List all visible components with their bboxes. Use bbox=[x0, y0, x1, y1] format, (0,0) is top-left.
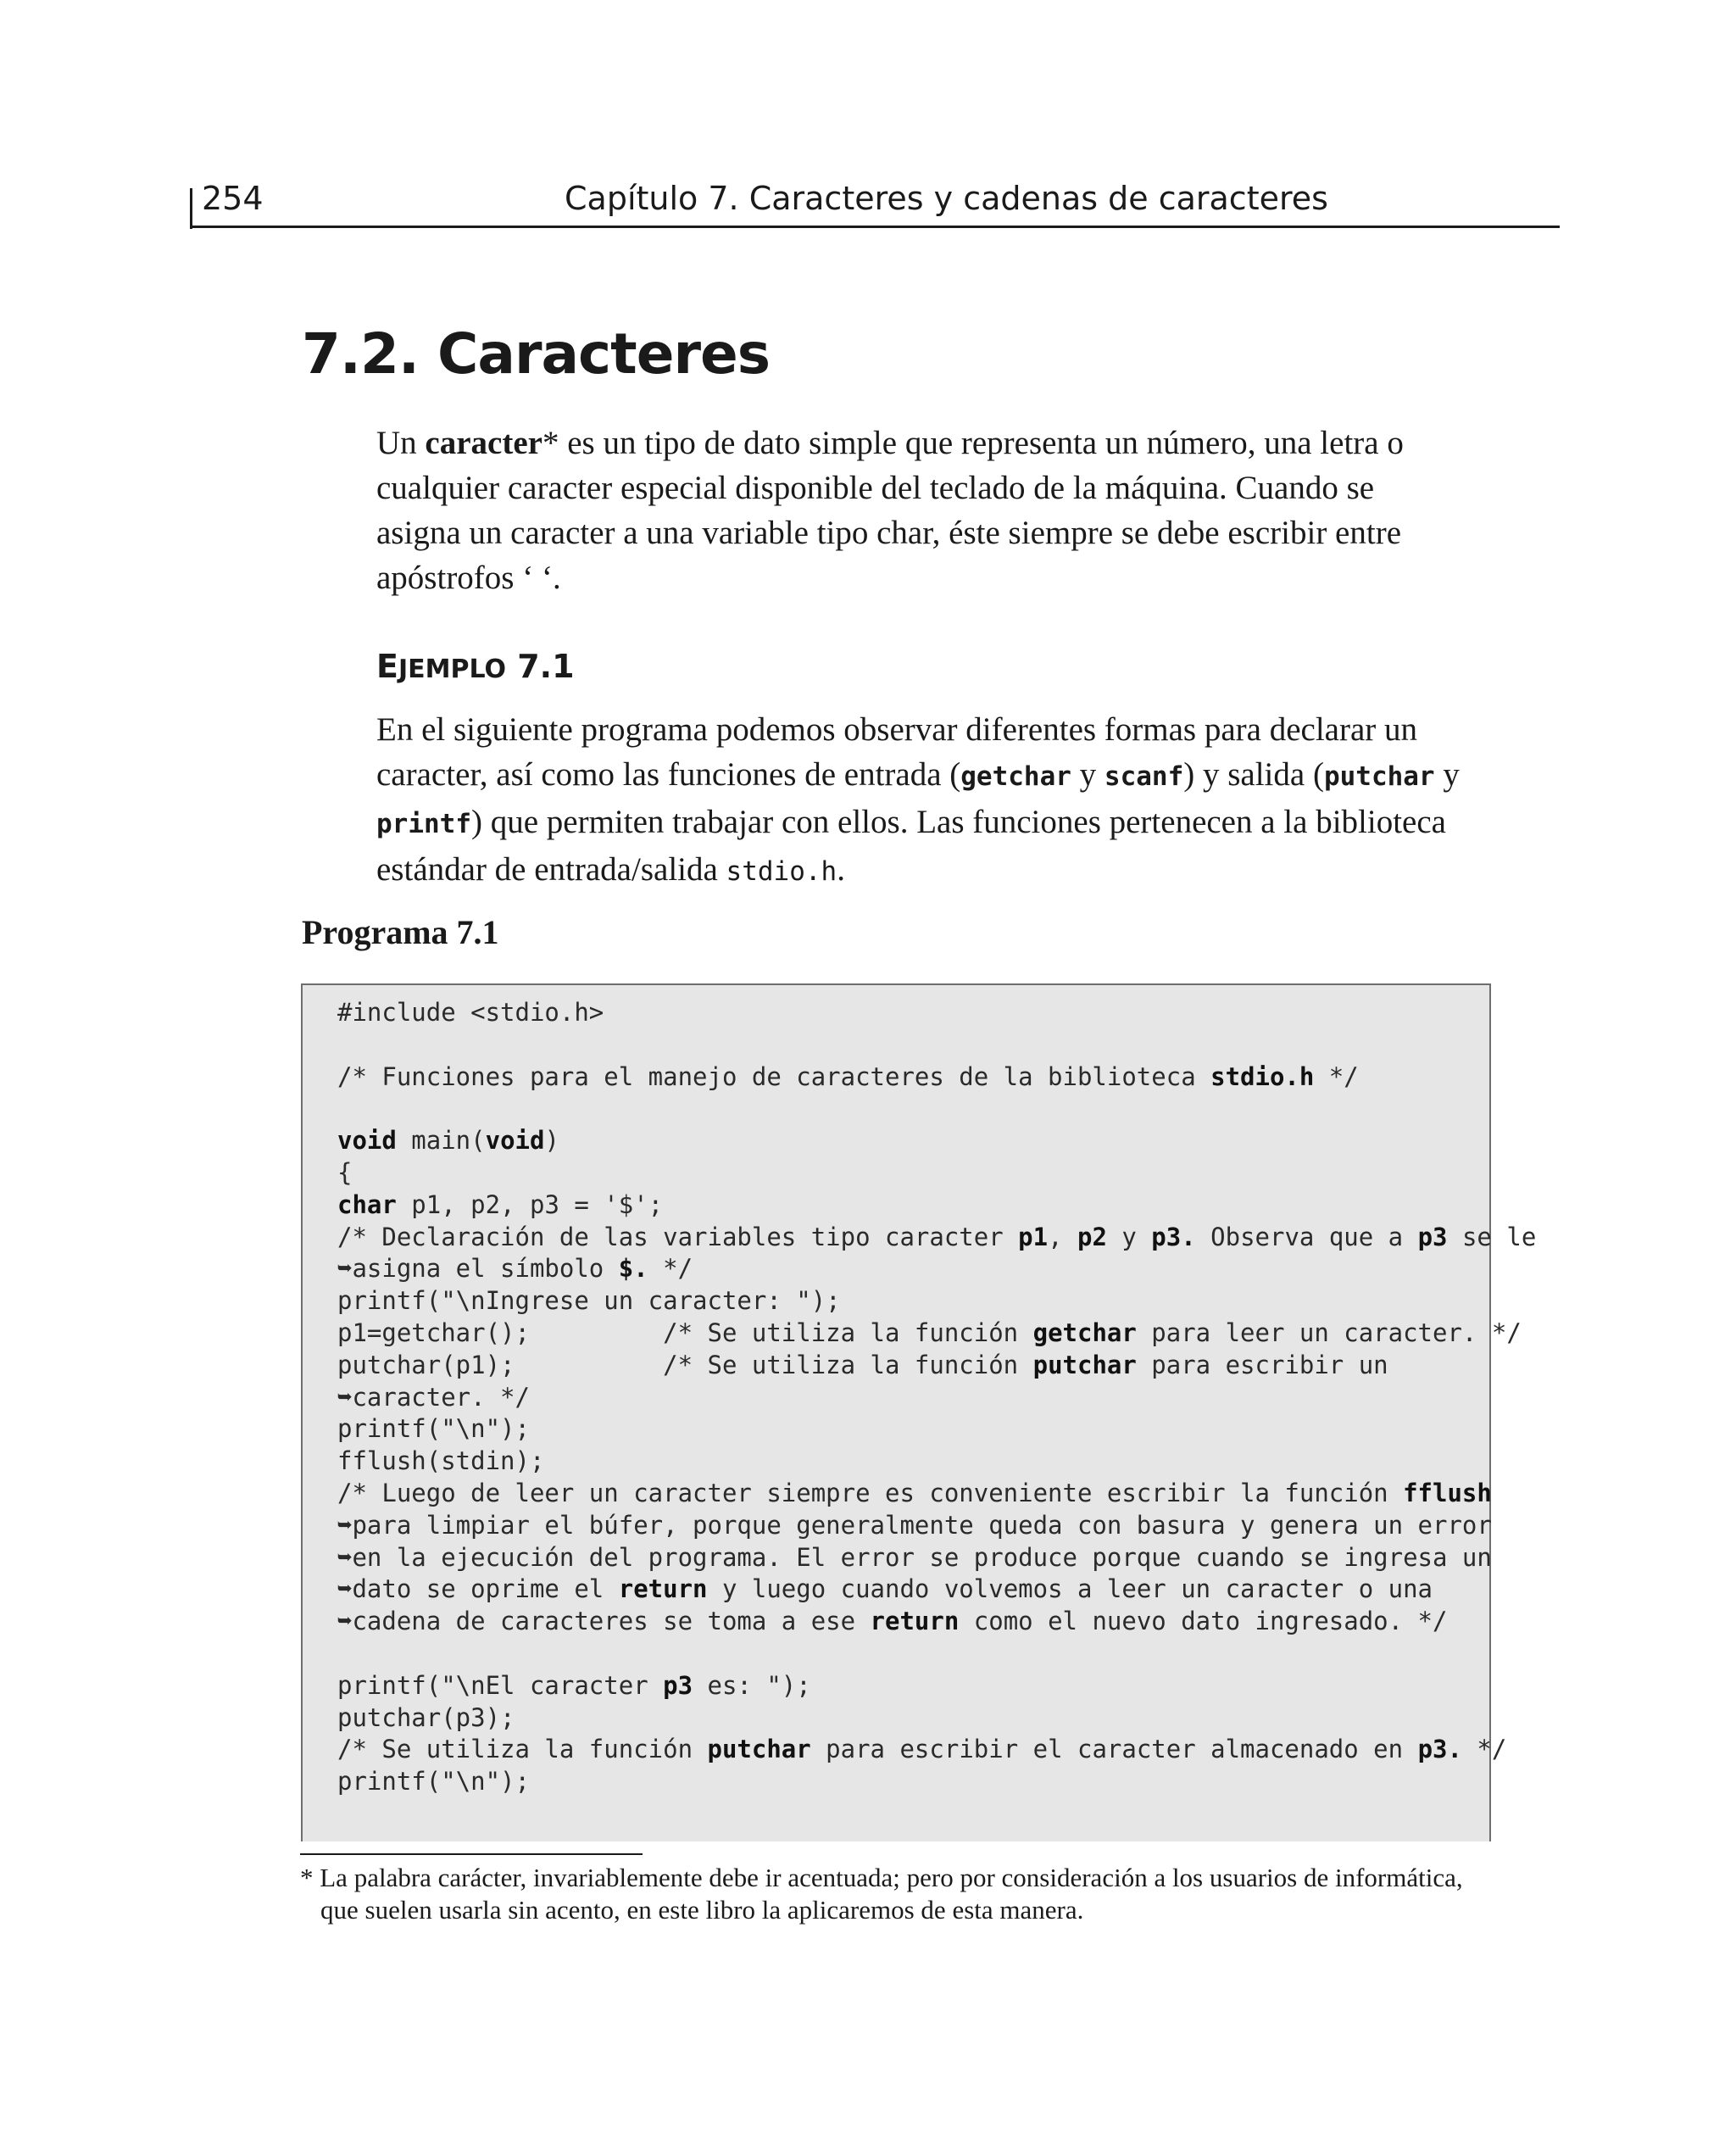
code-line bbox=[337, 1093, 1536, 1125]
code-stdio: stdio.h bbox=[726, 856, 837, 887]
code-line bbox=[337, 1574, 1536, 1606]
code-line bbox=[337, 1382, 1536, 1414]
code-text: para leer un caracter. */ bbox=[1136, 1318, 1522, 1347]
code-keyword: return bbox=[618, 1574, 708, 1604]
text-run: * es un tipo de dato simple que representa un número, una letra o bbox=[542, 425, 1404, 461]
code-line bbox=[337, 1542, 1536, 1574]
code-line bbox=[337, 1702, 1536, 1735]
code-text: /* Se utiliza la función bbox=[337, 1735, 708, 1764]
code-printf: printf bbox=[376, 809, 471, 839]
code-keyword: p3 bbox=[663, 1670, 693, 1700]
code-text: ) bbox=[544, 1126, 559, 1156]
code-keyword: p3. bbox=[1151, 1222, 1196, 1251]
text-run: caracter, así como las funciones de entrada ( bbox=[376, 756, 961, 793]
text-run: estándar de entrada/salida bbox=[376, 851, 726, 888]
code-line bbox=[337, 1670, 1536, 1702]
text-run: y bbox=[1434, 756, 1460, 793]
code-line bbox=[337, 1285, 1536, 1318]
code-putchar: putchar bbox=[1323, 761, 1435, 792]
code-text: */ bbox=[1461, 1735, 1507, 1764]
code-text: /* Luego de leer un caracter siempre es conveniente escribir la función bbox=[337, 1478, 1404, 1507]
text-line: asigna un caracter a una variable tipo char, éste siempre se debe escribir entre bbox=[376, 515, 1401, 551]
section-title: 7.2. Caracteres bbox=[302, 321, 771, 387]
code-keyword: p2 bbox=[1077, 1222, 1107, 1251]
code-keyword: fflush bbox=[1403, 1478, 1492, 1507]
code-text: ➥en la ejecución del programa. El error se produce porque cuando se ingresa un bbox=[337, 1542, 1492, 1572]
code-line bbox=[337, 1157, 1536, 1189]
text-run: . bbox=[837, 851, 845, 888]
code-text: putchar(p3); bbox=[337, 1702, 515, 1732]
code-text: como el nuevo dato ingresado. */ bbox=[959, 1607, 1448, 1636]
code-text: #include <stdio.h> bbox=[337, 998, 604, 1027]
code-keyword: void bbox=[485, 1126, 545, 1156]
code-text: printf("\nEl caracter bbox=[337, 1670, 664, 1700]
code-keyword: putchar bbox=[707, 1735, 811, 1764]
code-scanf: scanf bbox=[1104, 761, 1184, 792]
code-line bbox=[337, 1061, 1536, 1094]
code-text: printf("\n"); bbox=[337, 1767, 530, 1797]
code-line bbox=[337, 1446, 1536, 1478]
code-line bbox=[337, 1253, 1536, 1285]
heading-initial: E bbox=[376, 648, 398, 685]
code-line bbox=[337, 1029, 1536, 1061]
code-text: */ bbox=[1314, 1061, 1359, 1091]
example-heading bbox=[376, 648, 575, 688]
code-keyword: $. bbox=[618, 1254, 648, 1284]
text-line: cualquier caracter especial disponible del teclado de la máquina. Cuando se bbox=[376, 470, 1375, 506]
program-label: Programa 7.1 bbox=[302, 913, 499, 951]
code-line bbox=[337, 1189, 1536, 1222]
code-listing bbox=[337, 997, 1536, 1798]
code-line bbox=[337, 1413, 1536, 1446]
code-keyword: getchar bbox=[1032, 1318, 1137, 1347]
code-text: /* Funciones para el manejo de caracteres de la biblioteca bbox=[337, 1061, 1211, 1091]
text-line: En el siguiente programa podemos observar diferentes formas para declarar un bbox=[376, 711, 1418, 748]
code-text: , bbox=[1048, 1222, 1077, 1251]
code-line bbox=[337, 1318, 1536, 1350]
code-text: ➥para limpiar el búfer, porque generalmente queda con basura y genera un error bbox=[337, 1510, 1492, 1540]
code-text: */ bbox=[648, 1254, 693, 1284]
code-line bbox=[337, 1734, 1536, 1766]
footnote-line: * La palabra carácter, invariablemente debe ir acentuada; pero por consideración a los usuarios de informática, bbox=[300, 1863, 1463, 1892]
code-line bbox=[337, 1766, 1536, 1798]
code-text: fflush(stdin); bbox=[337, 1446, 545, 1476]
code-text: se le bbox=[1447, 1222, 1537, 1251]
example-paragraph bbox=[376, 707, 1495, 894]
text-run: ) que permiten trabajar con ellos. Las funciones pertenecen a la biblioteca bbox=[470, 804, 1446, 840]
code-text: y luego cuando volvemos a leer un caracter o una bbox=[707, 1574, 1433, 1604]
code-line bbox=[337, 1222, 1536, 1254]
code-keyword: return bbox=[870, 1607, 960, 1636]
footnote bbox=[300, 1862, 1487, 1926]
text-line: apóstrofos ‘ ‘. bbox=[376, 560, 561, 596]
code-keyword: stdio.h bbox=[1210, 1061, 1315, 1091]
term-caracter: caracter bbox=[425, 425, 542, 461]
code-keyword: putchar bbox=[1032, 1350, 1137, 1379]
code-text: main( bbox=[396, 1126, 486, 1156]
code-text: ➥caracter. */ bbox=[337, 1382, 530, 1412]
text-run: ) y salida ( bbox=[1183, 756, 1324, 793]
code-line bbox=[337, 1125, 1536, 1157]
code-line bbox=[337, 1606, 1536, 1638]
running-header: Capítulo 7. Caracteres y cadenas de caracteres bbox=[565, 180, 1328, 217]
code-keyword: p3 bbox=[1417, 1222, 1448, 1251]
header-rule bbox=[190, 226, 1560, 228]
code-keyword: char bbox=[337, 1189, 397, 1219]
header-rule-vertical bbox=[190, 188, 192, 229]
code-line bbox=[337, 1638, 1536, 1670]
code-text: es: "); bbox=[693, 1670, 811, 1700]
code-text: ➥dato se oprime el bbox=[337, 1574, 619, 1604]
code-line bbox=[337, 997, 1536, 1029]
page-number: 254 bbox=[202, 180, 264, 217]
code-line bbox=[337, 1478, 1536, 1510]
footnote-line: que suelen usarla sin acento, en este libro la aplicaremos de esta manera. bbox=[320, 1895, 1084, 1925]
heading-number: 7.1 bbox=[506, 648, 575, 685]
code-text: putchar(p1); /* Se utiliza la función bbox=[337, 1350, 1033, 1379]
code-text: { bbox=[337, 1157, 353, 1187]
code-getchar: getchar bbox=[960, 761, 1071, 792]
code-text: printf("\n"); bbox=[337, 1414, 530, 1444]
intro-paragraph bbox=[376, 421, 1495, 600]
code-text: printf("\nIngrese un caracter: "); bbox=[337, 1286, 841, 1316]
footnote-rule bbox=[300, 1853, 643, 1855]
code-keyword: p1 bbox=[1018, 1222, 1049, 1251]
code-text: para escribir el caracter almacenado en bbox=[810, 1735, 1418, 1764]
code-text: p1, p2, p3 = '$'; bbox=[396, 1189, 664, 1219]
code-text: /* Declaración de las variables tipo caracter bbox=[337, 1222, 1019, 1251]
code-keyword: p3. bbox=[1417, 1735, 1462, 1764]
code-text: para escribir un bbox=[1136, 1350, 1388, 1379]
code-text: Observa que a bbox=[1195, 1222, 1418, 1251]
code-line bbox=[337, 1350, 1536, 1382]
heading-smallcaps: JEMPLO bbox=[398, 655, 507, 684]
code-line bbox=[337, 1510, 1536, 1542]
code-keyword: void bbox=[337, 1126, 397, 1156]
code-text: y bbox=[1106, 1222, 1152, 1251]
code-text: p1=getchar(); /* Se utiliza la función bbox=[337, 1318, 1033, 1347]
code-text: ➥asigna el símbolo bbox=[337, 1254, 619, 1284]
text-run: y bbox=[1071, 756, 1104, 793]
code-text: ➥cadena de caracteres se toma a ese bbox=[337, 1607, 871, 1636]
text-run: Un bbox=[376, 425, 426, 461]
